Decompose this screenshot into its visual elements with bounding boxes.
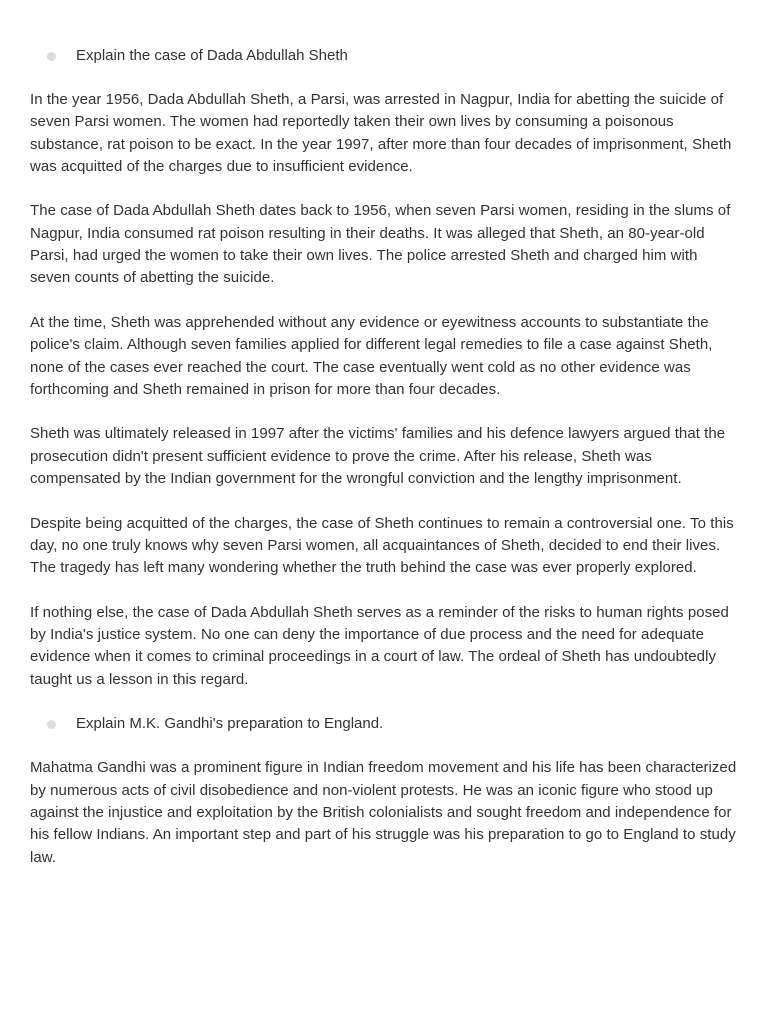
paragraph: At the time, Sheth was apprehended without any evidence or eyewitness accounts to substantiate the police's claim. Although seven families applied for different legal remedies to file a case against Sheth, none of the cases ever reached the court. The case eventually went cold as no other evidence was forthcoming and Sheth remained in prison for more than four decades. [30,313,713,398]
paragraph: Despite being acquitted of the charges, the case of Sheth continues to remain a controversial one. To this day, no one truly knows why seven Parsi women, all acquaintances of Sheth, decided to end their lives. The tragedy has left many wondering whether the truth behind the case was ever properly explored. [30,514,734,577]
paragraph: In the year 1956, Dada Abdullah Sheth, a Parsi, was arrested in Nagpur, India for abetting the suicide of seven Parsi women. The women had reportedly taken their own lives by consuming a poisonous substance, rat poison to be exact. In the year 1997, after more than four decades of imprisonment, Sheth was acquitted of the charges due to insufficient evidence. [30,91,732,175]
bullet-text: Explain the case of Dada Abdullah Sheth [76,47,348,64]
bullet-dot-icon [47,52,56,61]
bullet-item-gandhi-preparation [30,713,738,735]
paragraph: The case of Dada Abdullah Sheth dates back to 1956, when seven Parsi women, residing in the slums of Nagpur, India consumed rat poison resulting in their deaths. It was alleged that Sheth, an 80-year-old Parsi, had urged the women to take their own lives. The police arrested Sheth and charged him with seven counts of abetting the suicide. [30,202,731,287]
paragraph: Mahatma Gandhi was a prominent figure in Indian freedom movement and his life has been characterized by numerous acts of civil disobedience and non-violent protests. He was an iconic figure who stood up against the injustice and exploitation by the British colonialists and sought freedom and independence for his fellow Indians. An important step and part of his struggle was his preparation to go to England to study law. [30,759,737,866]
bullet-dot-icon [47,720,56,729]
bullet-item-dada-abdullah-sheth [30,45,738,67]
paragraph: Sheth was ultimately released in 1997 after the victims' families and his defence lawyers argued that the prosecution didn't present sufficient evidence to prove the crime. After his release, Sheth was compensated by the Indian government for the wrongful conviction and the lengthy imprisonment. [30,425,726,488]
paragraph: If nothing else, the case of Dada Abdullah Sheth serves as a reminder of the risks to human rights posed by India's justice system. No one can deny the importance of due process and the need for adequate evidence when it comes to criminal proceedings in a court of law. The ordeal of Sheth has undoubtedly taught us a lesson in this regard. [30,603,729,688]
bullet-text: Explain M.K. Gandhi's preparation to England. [76,715,384,733]
